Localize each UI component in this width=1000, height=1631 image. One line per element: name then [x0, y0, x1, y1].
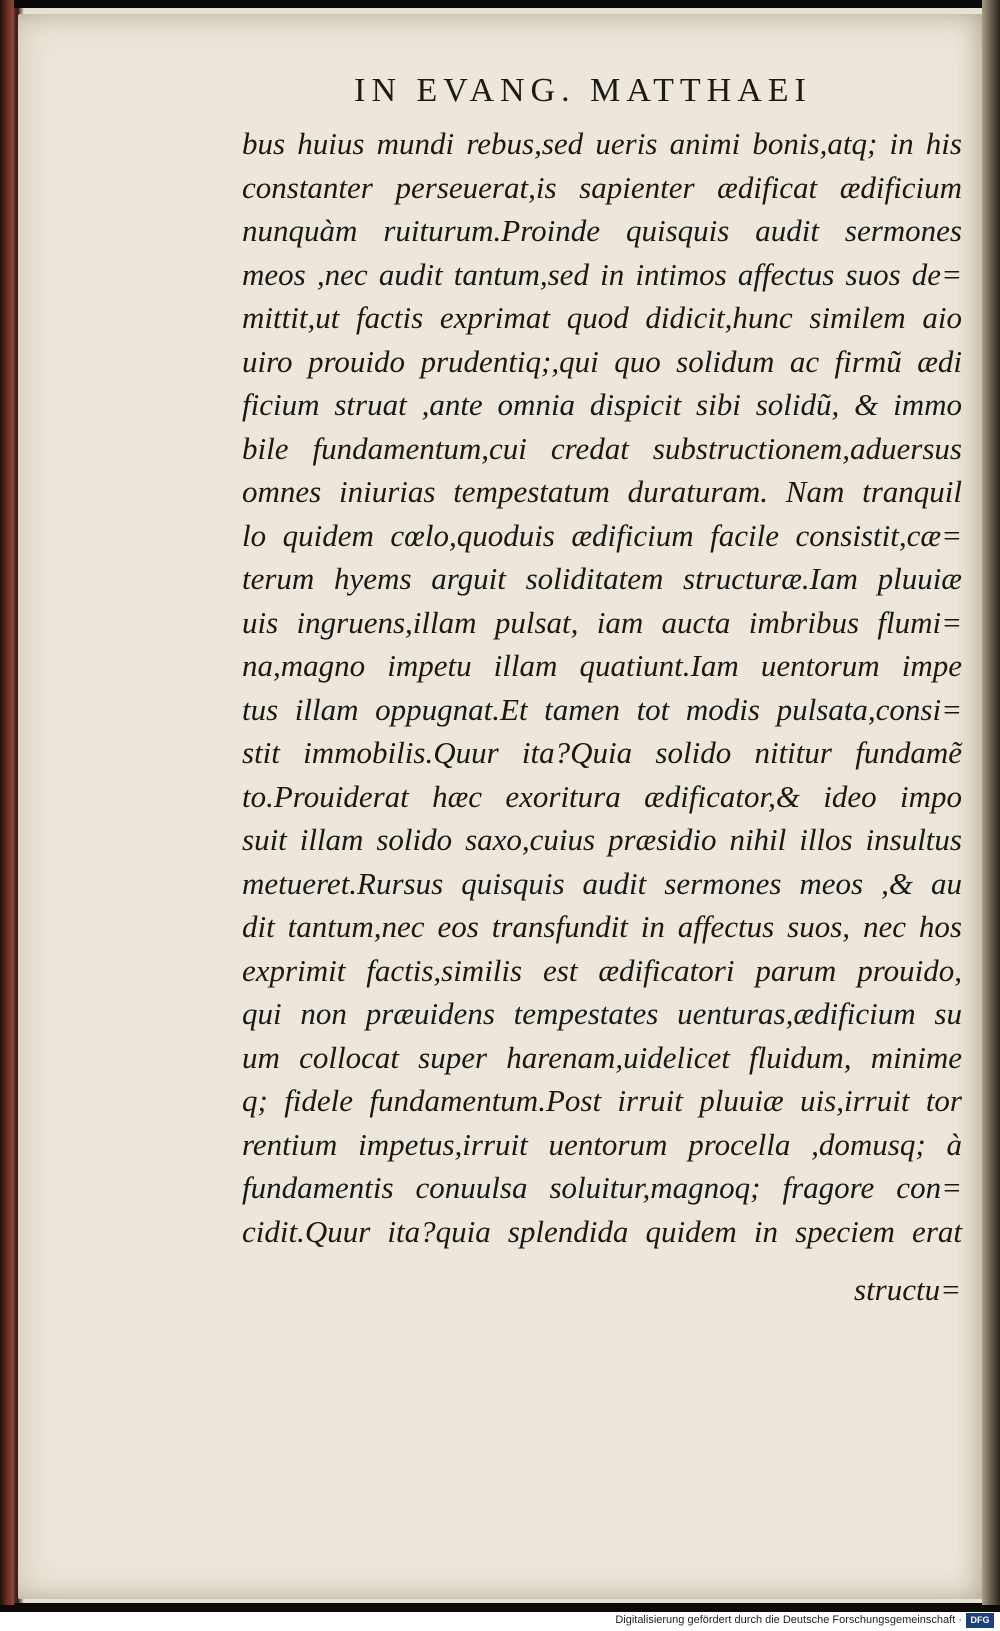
text-line: fundamentis conuulsa soluitur,magnoq; fragore con=	[242, 1170, 962, 1205]
catchword: structu=	[854, 1272, 962, 1307]
body-text	[242, 122, 962, 1253]
left-cover-edge	[0, 0, 14, 1605]
text-line: nunquàm ruiturum.Proinde quisquis audit sermones	[242, 213, 962, 248]
text-line: q; fidele fundamentum.Post irruit pluuiæ uis,irruit tor	[242, 1083, 962, 1118]
text-line: constanter perseuerat,is sapienter ædificat ædificium	[242, 169, 962, 205]
text-line: terum hyems arguit soliditatem structuræ.Iam pluuiæ	[242, 561, 962, 596]
text-line: to.Prouiderat hæc exoritura ædificator,& ideo impo	[242, 778, 962, 814]
running-head: IN EVANG. MATTHAEI	[354, 72, 812, 109]
text-line: tus illam oppugnat.Et tamen tot modis pulsata,consi=	[242, 691, 962, 727]
text-line: cidit.Quur ita?quia splendida quidem in speciem erat	[242, 1213, 962, 1249]
text-line: ficium struat ,ante omnia dispicit sibi solidũ, & immo	[242, 387, 962, 422]
page-stack-edge	[982, 0, 1000, 1605]
book-page	[18, 14, 988, 1599]
text-line: qui non præuidens tempestates uenturas,ædificium su	[242, 996, 962, 1031]
text-line: lo quidem cœlo,quoduis ædificium facile consistit,cæ=	[242, 517, 962, 553]
text-line: metueret.Rursus quisquis audit sermones meos ,& au	[242, 865, 962, 901]
text-line: bus huius mundi rebus,sed ueris animi bonis,atq; in his	[242, 126, 962, 161]
text-line: dit tantum,nec eos transfundit in affectus suos, nec hos	[242, 909, 962, 944]
text-line: bile fundamentum,cui credat substructionem,aduersus	[242, 430, 962, 466]
text-line: uis ingruens,illam pulsat, iam aucta imbribus flumi=	[242, 604, 962, 640]
funding-credit: Digitalisierung gefördert durch die Deutsche Forschungsgemeinschaft ·	[615, 1614, 962, 1626]
text-line: meos ,nec audit tantum,sed in intimos affectus suos de=	[242, 256, 962, 292]
text-line: omnes iniurias tempestatum duraturam. Nam tranquil	[242, 474, 962, 509]
text-line: suit illam solido saxo,cuius præsidio nihil illos insultus	[242, 822, 962, 857]
text-line: exprimit factis,similis est ædificatori parum prouido,	[242, 952, 962, 988]
text-line: mittit,ut factis exprimat quod didicit,hunc similem aio	[242, 300, 962, 335]
text-line: stit immobilis.Quur ita?Quia solido nititur fundamẽ	[242, 735, 962, 770]
text-line: rentium impetus,irruit uentorum procella ,domusq; à	[242, 1126, 962, 1162]
text-line: uiro prouido prudentiq;,qui quo solidum ac firmũ ædi	[242, 343, 962, 379]
dfg-logo: DFG	[966, 1613, 994, 1628]
text-line: um collocat super harenam,uidelicet fluidum, minime	[242, 1039, 962, 1075]
text-line: na,magno impetu illam quatiunt.Iam uentorum impe	[242, 648, 962, 683]
